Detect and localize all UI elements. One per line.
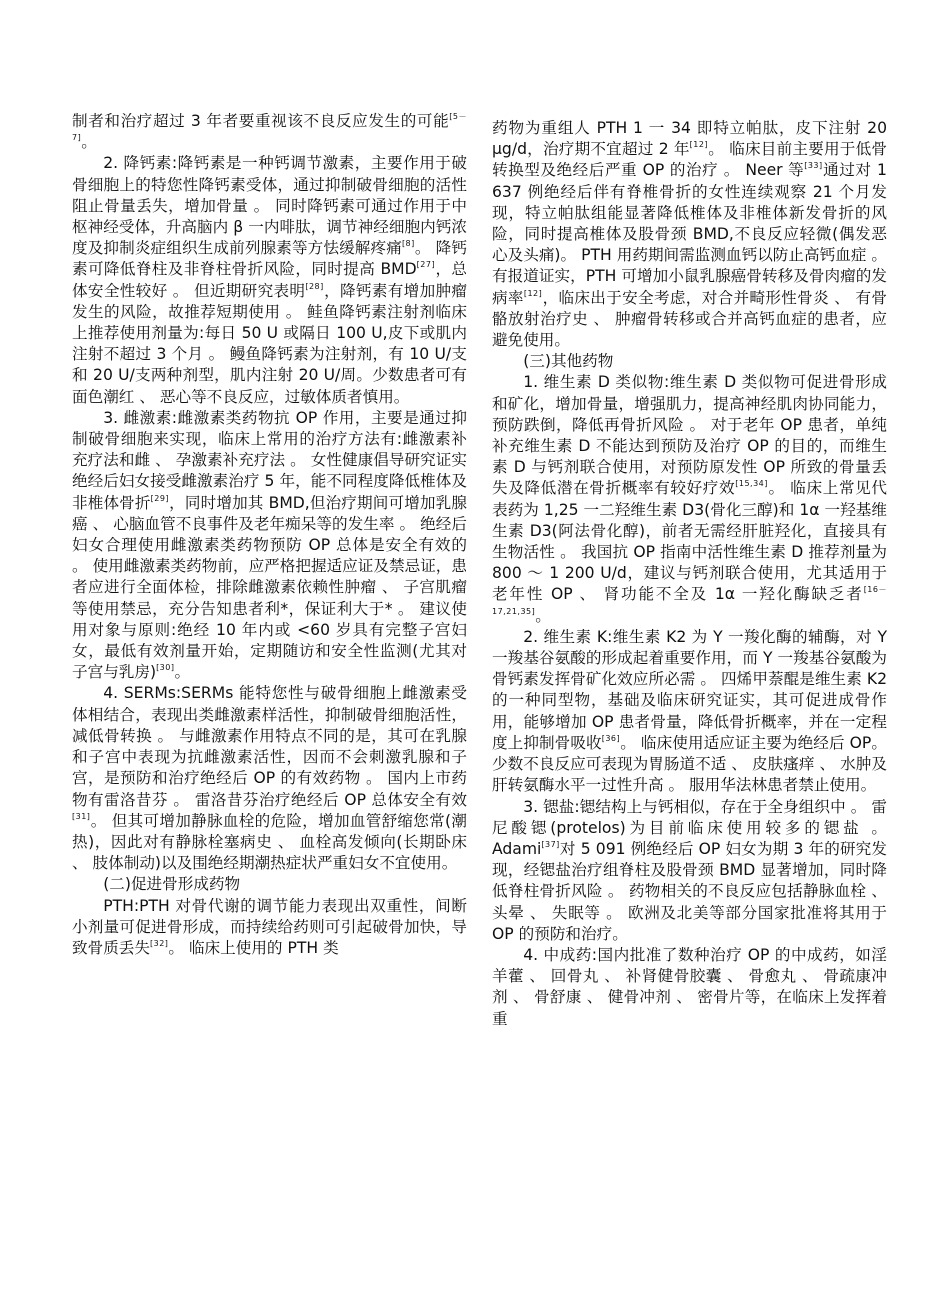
citation-ref: [15,34] [735, 479, 768, 489]
citation-ref: [32] [149, 938, 169, 948]
text-run: 通过对 1 637 例绝经后伴有脊椎骨折的女性连续观察 21 个月发现，特立帕肽组能显著降低椎体及非椎体新发骨折的风险，同时提高椎体及股骨颈 BMD,不良反应轻微(偶发恶心及头痛)。 PTH 用药期间需监测血钙以防止高钙血症 。 有报道证实，PTH 可增加小鼠乳腺癌骨转移及骨肉瘤的发病率 [492, 161, 887, 307]
citation-ref: [33] [804, 161, 823, 171]
text-run: ，降钙素有增加肿瘤发生的风险，故推荐短期使用 。 鲑鱼降钙素注射剂临床上推荐使用剂量为:每日 50 U 或隔日 100 U,皮下或肌内注射不超过 3 个月 。 鳗鱼降钙素为注射剂，有 10 U/支和 20 U/支两种剂型，肌内注射 20 U/周。少数患者可有面色潮红 、 恶心等不良反应，过敏体质者慎用。 [72, 281, 467, 406]
paragraph [72, 111, 467, 153]
text-run: 。 但其可增加静脉血栓的危险，增加血管舒缩您常(潮热)，因此对有静脉栓塞病史 、 血栓高发倾向(长期卧床 、 肢体制动)以及围绝经期潮热症状严重妇女不宜使用。 [72, 811, 467, 873]
citation-ref: [29] [150, 493, 170, 503]
text-run: 对 5 091 例绝经后 OP 妇女为期 3 年的研究发现，经锶盐治疗组脊柱及股骨颈 BMD 显著增加，同时降低脊柱骨折风险 。 药物相关的不良反应包括静脉血栓 、 头晕 、 失眠等 。 欧洲及北美等部分国家批准将其用于 OP 的预防和治疗。 [492, 839, 887, 943]
paragraph [72, 408, 467, 684]
text-run: 药物为重组人 PTH 1 一 34 即特立帕肽，皮下注射 20 μg/d，治疗期不宜超过 2 年 [492, 119, 887, 159]
paragraph [72, 683, 467, 874]
text-run: ，临床出于安全考虑，对合并畸形性骨炎 、 有骨骼放射治疗史 、 肿瘤骨转移或合并高钙血症的患者，应避免使用。 [492, 288, 887, 350]
citation-ref: [12] [523, 288, 543, 298]
citation-ref: [5－7] [72, 112, 467, 143]
text-run: 。 [174, 663, 191, 682]
text-run: 4. SERMs:SERMs 能特您性与破骨细胞上雌激素受体相结合，表现出类雌激素样活性，抑制破骨细胞活性，减低骨转换 。 与雌激素作用特点不同的是，其可在乳腺和子宫中表现为抗雌激素活性，因而不会刺激乳腺和子宫，是预防和治疗绝经后 OP 的有效药物 。 国内上市药物有雷洛昔芬 。 雷洛昔芬治疗绝经后 OP 总体安全有效 [72, 684, 467, 809]
text-run: 2. 维生素 K:维生素 K2 为 Y 一羧化酶的辅酶，对 Y 一羧基谷氨酸的形成起着重要作用，而 Y 一羧基谷氨酸为骨钙素发挥骨矿化效应所必需 。 四烯甲萘醌是维生素 K2 的一种同型物，基础及临床研究证实，其可促进成骨作用，能够增加 OP 患者骨量，降低骨折概率，并在一定程度上抑制骨吸收 [492, 627, 887, 752]
text-run: 制者和治疗超过 3 年者要重视该不良反应发生的可能 [72, 112, 450, 130]
citation-ref: [37] [541, 839, 560, 849]
paragraph [492, 372, 887, 626]
text-run: 。 [535, 606, 551, 625]
section-heading [492, 351, 887, 372]
text-run: 4. 中成药:国内批准了数种治疗 OP 的中成药，如淫羊藿 、 回骨丸 、 补肾健骨胶囊 、 骨愈丸 、 骨疏康冲剂 、 骨舒康 、 健骨冲剂 、 密骨片等，在临床上发挥着重 [492, 945, 887, 1028]
text-run: 2. 降钙素:降钙素是一种钙调节激素，主要作用于破骨细胞上的特您性降钙素受体，通过抑制破骨细胞的活性阻止骨量丢失，增加骨量 。 同时降钙素可通过作用于中枢神经受体，升高脑内 β 一内啡肽，调节神经细胞内钙浓度及抑制炎症组织生成前列腺素等方怯缓解疼痛 [72, 154, 467, 258]
citation-ref: [31] [72, 811, 91, 821]
section-heading [72, 874, 467, 895]
citation-ref: [30] [156, 663, 175, 673]
right-column [492, 118, 887, 1030]
citation-ref: [28] [305, 281, 324, 291]
text-run: 。 降钙素可降低脊柱及非脊柱骨折风险，同时提高 BMD [72, 239, 467, 279]
left-column [72, 111, 467, 959]
text-run: PTH:PTH 对骨代谢的调节能力表现出双重性，间断小剂量可促进骨形成，而持续给药则可引起破骨加快，导致骨质丢失 [72, 896, 467, 957]
paragraph [492, 945, 887, 1030]
citation-ref: [27] [416, 260, 436, 270]
paragraph [72, 153, 467, 407]
citation-ref: [36] [601, 733, 621, 743]
citation-ref: [12] [689, 140, 709, 150]
paragraph [72, 896, 467, 960]
text-run: 。 临床上使用的 PTH 类 [168, 938, 339, 957]
paragraph [492, 118, 887, 351]
paragraph [492, 627, 887, 797]
text-run: ，同时增加其 BMD,但治疗期间可增加乳腺癌 、 心脑血管不良事件及老年痴呆等的发生率 。 绝经后妇女合理使用雌激素类药物预防 OP 总体是安全有效的 。 使用雌激素类药物前，应严格把握适应证及禁忌证，患者应进行全面体检，排除雌激素依赖性肿瘤 、 子宫肌瘤等使用禁忌，充分告知患者利*，保证利大于* 。 建议使用对象与原则:绝经 10 年内或 <60 岁具有完整子宫妇女，最低有效剂量开始，定期随访和安全性监测(尤其对子宫与乳房) [72, 493, 467, 682]
text-run: ，总体安全性较好 。 但近期研究表明 [72, 260, 467, 300]
citation-ref: [16－17,21,35] [492, 585, 887, 616]
paragraph [492, 797, 887, 945]
text-run: 。 临床使用适应证主要为绝经后 OP。少数不良反应可表现为胃肠道不适 、 皮肤瘙痒 、 水肿及肝转氨酶水平一过性升高 。 服用华法林患者禁止使用。 [492, 733, 887, 795]
citation-ref: [8] [401, 239, 415, 249]
text-run: (二)促进骨形成药物 [103, 875, 241, 894]
text-run: 3. 锶盐:锶结构上与钙相似，存在于全身组织中 。 雷尼酸锶(protelos)为目前临床使用较多的锶盐 。 Adami [492, 797, 887, 858]
text-run: 。 临床上常见代表药为 1,25 一二羟维生素 D3(骨化三醇)和 1α 一羟基维生素 D3(阿法骨化醇)，前者无需经肝脏羟化，直接具有生物活性 。 我国抗 OP 指南中活性维生素 D 推荐剂量为 800 ～ 1 200 U/d，建议与钙剂联合使用，尤其适用于老年性 OP 、 肾功能不全及 1α 一羟化酶缺乏者 [492, 479, 887, 604]
text-run: (三)其他药物 [523, 352, 614, 371]
text-run: 1. 维生素 D 类似物:维生素 D 类似物可促进骨形成和矿化，增加骨量，增强肌力，提高神经肌肉协同能力，预防跌倒，降低再骨折风险 。 对于老年 OP 患者，单纯补充维生素 D 不能达到预防及治疗 OP 的目的，而维生素 D 与钙剂联合使用，对预防原发性 OP 所致的骨量丢失及降低潜在骨折概率有较好疗效 [492, 373, 887, 498]
text-run: 。 [81, 133, 97, 152]
text-run: 3. 雌激素:雌激素类药物抗 OP 作用，主要是通过抑制破骨细胞来实现，临床上常用的治疗方法有:雌激素补充疗法和雌 、 孕激素补充疗法 。 女性健康倡导研究证实绝经后妇女接受雌激素治疗 5 年，能不同程度降低椎体及非椎体骨折 [72, 408, 467, 512]
text-run: 。 临床目前主要用于低骨转换型及绝经后严重 OP 的治疗 。 Neer 等 [492, 140, 887, 180]
